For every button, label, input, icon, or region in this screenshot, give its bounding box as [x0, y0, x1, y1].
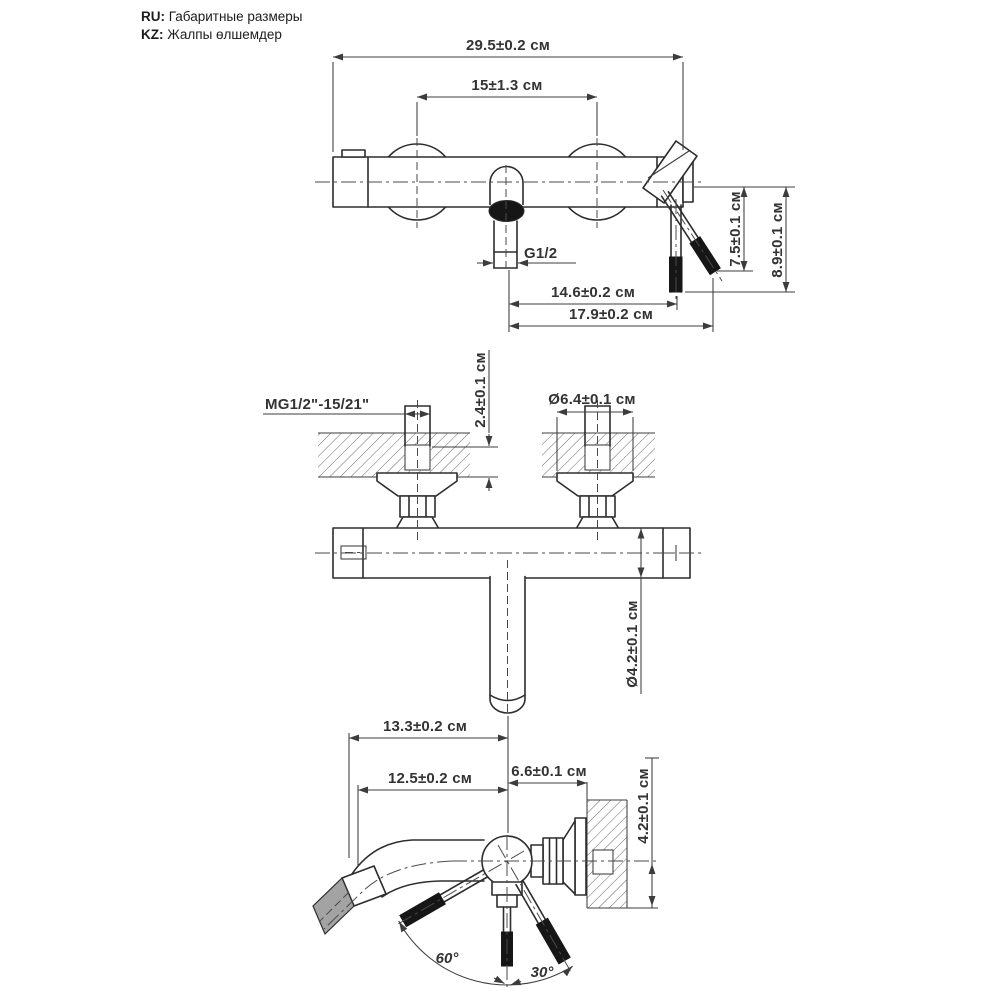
dim-total-width: 29.5±0.2 см: [465, 37, 551, 54]
cap-button-top: [342, 150, 365, 157]
front-view: [263, 350, 702, 716]
dim-spout-to-shower: 14.6±0.2 см: [550, 284, 636, 301]
dim-mount-offset: 4.2±0.1 см: [635, 768, 652, 844]
spout-side: [313, 840, 484, 934]
dim-spout-reach: 12.5±0.2 см: [387, 770, 473, 787]
dim-body-diameter: Ø4.2±0.1 см: [624, 600, 641, 688]
dim-outlet-thread: G1/2: [524, 245, 558, 262]
handle-position-30: [516, 881, 570, 964]
angle-right-label: 30°: [530, 964, 554, 981]
kz-title: Жалпы өлшемдер: [163, 27, 282, 42]
dim-handle-spacing: 15±1.3 см: [471, 77, 543, 94]
ru-title: Габаритные размеры: [165, 9, 303, 24]
dim-wall-offset: 6.6±0.1 см: [511, 763, 587, 780]
dim-vertical-handle-drop: 8.9±0.1 см: [769, 202, 786, 278]
dim-flange-diameter: Ø6.4±0.1 см: [548, 391, 636, 408]
angle-left-label: 60°: [435, 950, 459, 967]
dim-thread-depth: 2.4±0.1 см: [472, 352, 489, 428]
wall-section-left: [318, 433, 470, 477]
dim-wall-thread: MG1/2"-15/21": [265, 396, 370, 413]
kz-prefix: KZ:: [141, 27, 164, 42]
side-view: [313, 716, 659, 990]
ru-prefix: RU:: [141, 9, 165, 24]
top-view: [315, 37, 795, 332]
dim-spout-reach-outer: 13.3±0.2 см: [382, 718, 468, 735]
dim-tilted-handle-drop: 7.5±0.1 см: [727, 191, 744, 267]
dim-spout-to-handle: 17.9±0.2 см: [568, 306, 654, 323]
